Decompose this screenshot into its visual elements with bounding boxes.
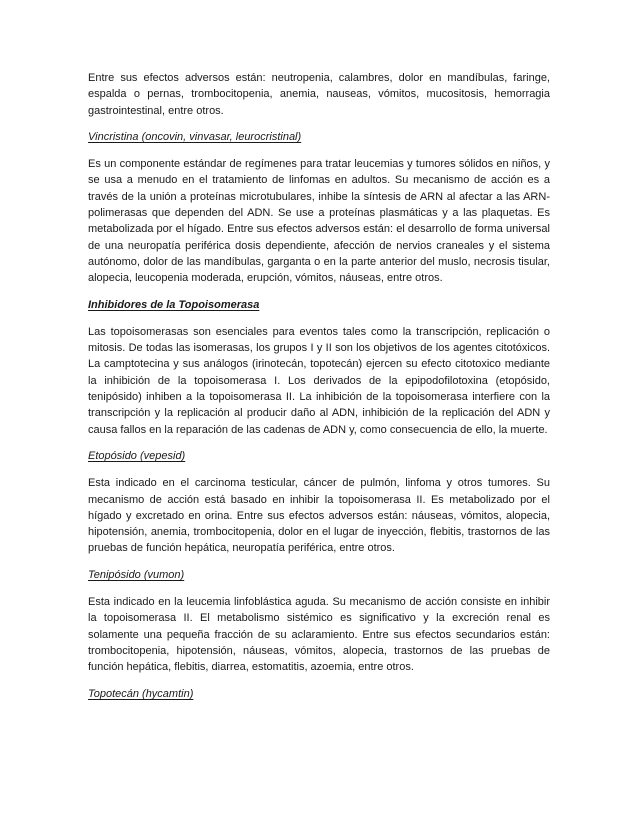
- heading-etoposido: Etopósido (vepesid): [88, 450, 186, 463]
- paragraph-teniposido: Esta indicado en la leucemia linfoblástica aguda. Su mecanismo de acción consiste en inhibir la topoisomerasa II. El metabolismo sistémico es significativo y la excreción renal es solamente una pequeña fracción de su aclaramiento. Entre sus efectos secundarios están: trombocitopenia, hipotensión, náuseas, vómitos, alopecia, trastornos de las pruebas de función hepática, flebitis, diarrea, estomatitis, azoemia, entre otros.: [88, 596, 550, 674]
- paragraph-vincristina: Es un componente estándar de regímenes para tratar leucemias y tumores sólidos en niños, y se usa a menudo en el tratamiento de linfomas en adultos. Su mecanismo de acción es a través de la unión a proteínas microtubulares, inhibe la síntesis de ARN al afectar a las ARN-polimerasas que dependen del ADN. Se use a proteínas plasmáticas y a las plaquetas. Es metabolizada por el hígado. Entre sus efectos adversos están: el desarrollo de forma universal de una neuropatía periférica dosis dependiente, afección de nervios craneales y el sistema autónomo, dolor de las mandíbulas, garganta o en la parte anterior del muslo, necrosis tisular, alopecia, leucopenia moderada, erupción, vómitos, náuseas, entre otros.: [88, 158, 550, 285]
- heading-topotecan: Topotecán (hycamtin): [88, 688, 194, 700]
- paragraph-topoisomerasas: Las topoisomerasas son esenciales para eventos tales como la transcripción, replicación o mitosis. De todas las isomerasas, los grupos I y II son los objetivos de los agentes citotóxicos. La camptotecina y sus análogos (irinotecán, topotecán) ejercen su efecto citotoxico mediante la inhibición de la topoisomerasa I. Los derivados de la epipodofilotoxina (etopósido, tenipósido) inhiben a la topoisomerasa II. La inhibición de la topoisomerasa interfiere con la transcripción y la replicación al producir daño al ADN, inhibición de la replicación del ADN y causa fallos en la reparación de las cadenas de ADN y, como consecuencia de ello, la muerte.: [88, 325, 550, 436]
- heading-teniposido: Tenipósido (vumon): [88, 569, 185, 582]
- paragraph-efectos-adversos: Entre sus efectos adversos están: neutropenia, calambres, dolor en mandíbulas, faringe, espalda o pernas, trombocitopenia, anemia, nauseas, vómitos, mucositosis, hemorragia gastrointestinal, entre otros.: [88, 72, 550, 117]
- document-page: [88, 70, 550, 713]
- heading-inhibidores-topoisomerasa: Inhibidores de la Topoisomerasa: [88, 299, 260, 312]
- heading-vincristina: Vincristina (oncovin, vinvasar, leurocristinal): [88, 131, 302, 144]
- paragraph-etoposido: Esta indicado en el carcinoma testicular, cáncer de pulmón, linfoma y otros tumores. Su mecanismo de acción está basado en inhibir la topoisomerasa II. Es metabolizado por el hígado y excretado en orina. Entre sus efectos adversos están: náuseas, vómitos, alopecia, hipotensión, anemia, trombocitopenia, dolor en el lugar de inyección, flebitis, trastornos de las pruebas de función hepática, neuropatía periférica, entre otros.: [88, 477, 550, 555]
